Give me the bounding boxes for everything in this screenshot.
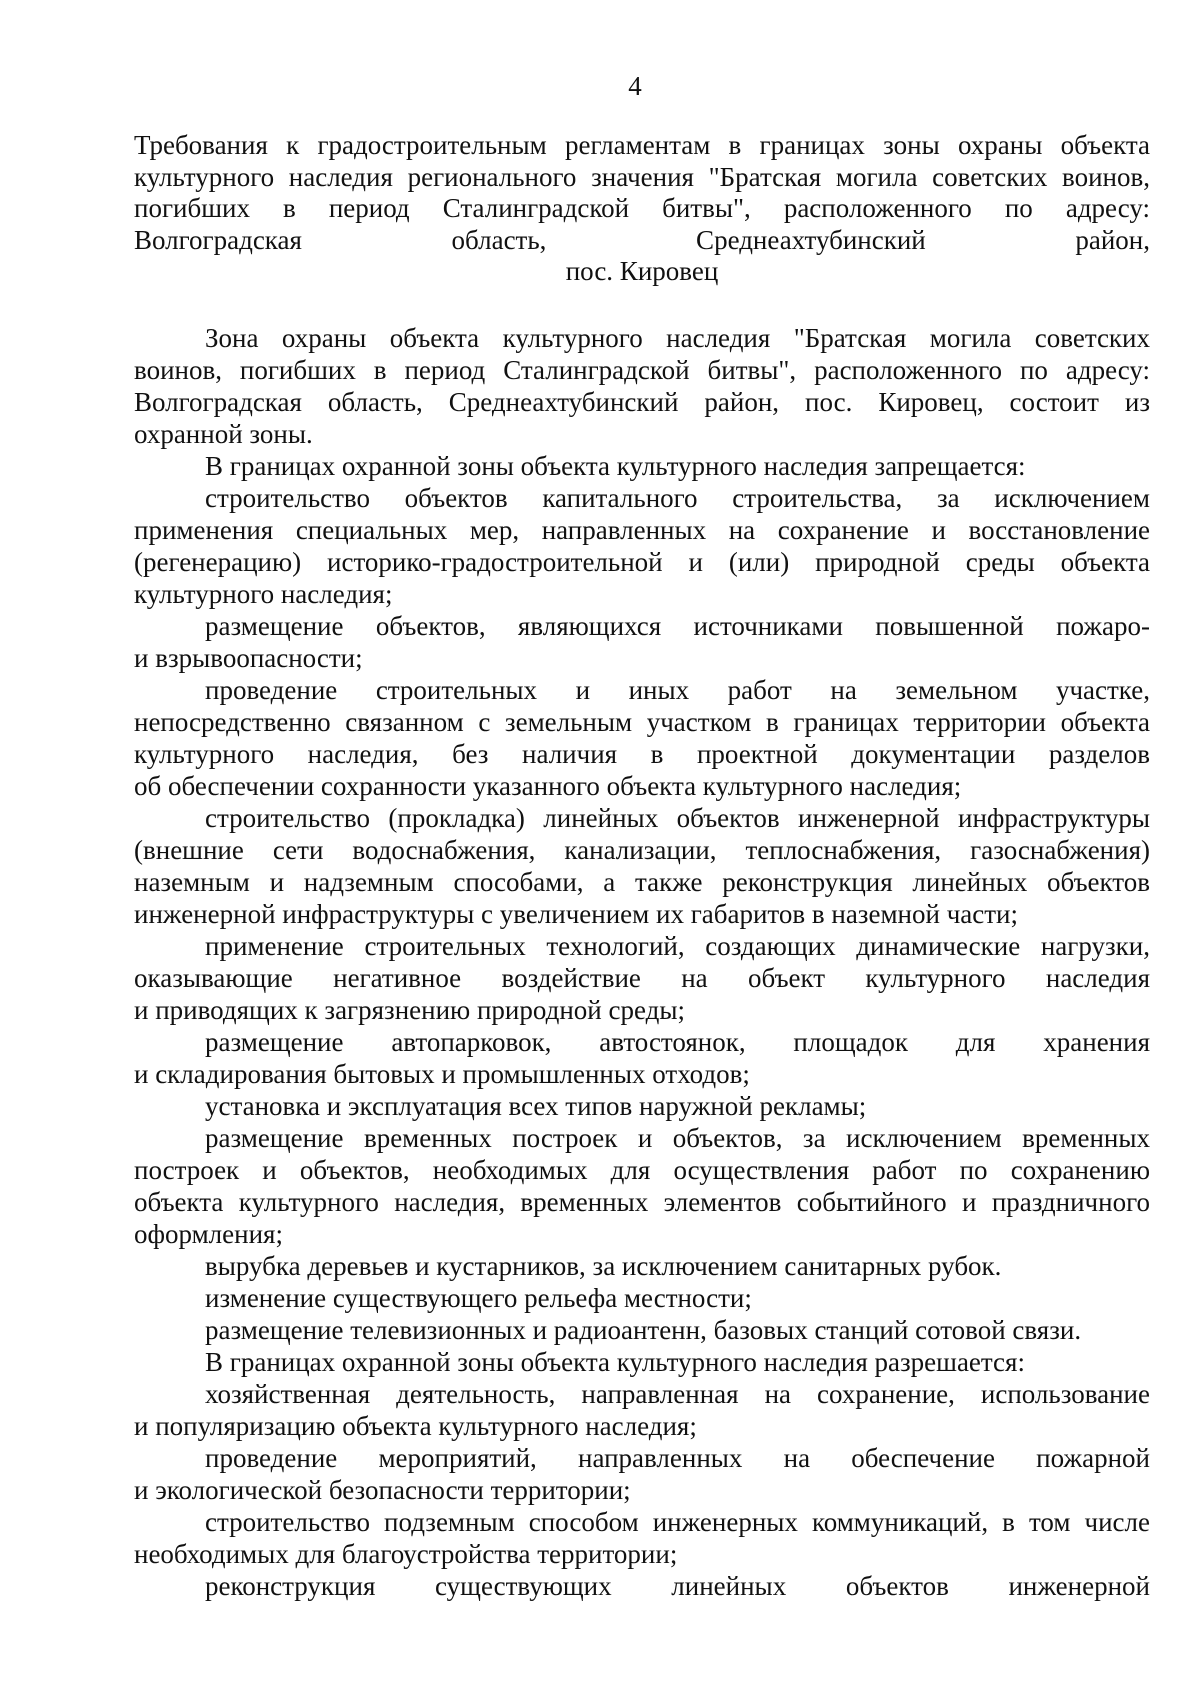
heading-line: Требования к градостроительным регламентам в границах зоны охраны объекта (134, 130, 1150, 160)
paragraph-line: культурного наследия, без наличия в проектной документации разделов (134, 739, 1150, 769)
paragraph-line: об обеспечении сохранности указанного объекта культурного наследия; (134, 771, 962, 801)
paragraph-line: построек и объектов, необходимых для осуществления работ по сохранению (134, 1155, 1150, 1185)
heading-line: пос. Кировец (565, 256, 719, 286)
paragraph (134, 1506, 1150, 1570)
paragraph-line: и экологической безопасности территории; (134, 1475, 631, 1505)
paragraph (134, 1570, 1150, 1602)
paragraph (134, 1122, 1150, 1250)
paragraph (134, 930, 1150, 1026)
paragraph (134, 1090, 1150, 1122)
paragraph-line: размещение временных построек и объектов, за исключением временных (205, 1123, 1150, 1153)
paragraph-line: Зона охраны объекта культурного наследия "Братская могила советских (205, 323, 1150, 353)
paragraph-line: (регенерацию) историко-градостроительной и (или) природной среды объекта (134, 547, 1150, 577)
paragraph-line: строительство подземным способом инженерных коммуникаций, в том числе (205, 1507, 1150, 1537)
heading-line: культурного наследия регионального значения "Братская могила советских воинов, (134, 161, 1150, 192)
heading-line: Волгоградская область, Среднеахтубинский район, (134, 224, 1150, 255)
paragraph-line: и приводящих к загрязнению природной среды; (134, 995, 685, 1025)
document-heading (134, 130, 1150, 288)
paragraph-line: реконструкция существующих линейных объектов инженерной (205, 1571, 1150, 1601)
paragraph-line: (внешние сети водоснабжения, канализации, теплоснабжения, газоснабжения) (134, 835, 1150, 865)
paragraph-line: проведение строительных и иных работ на земельном участке, (205, 675, 1150, 705)
paragraph-line: инженерной инфраструктуры с увеличением их габаритов в наземной части; (134, 899, 1018, 929)
paragraph-line: строительство объектов капитального строительства, за исключением (205, 483, 1150, 513)
paragraph (134, 674, 1150, 802)
paragraph-line: необходимых для благоустройства территории; (134, 1539, 678, 1569)
heading-line: погибших в период Сталинградской битвы", расположенного по адресу: (134, 193, 1150, 223)
paragraph-line: оформления; (134, 1219, 283, 1249)
paragraph-line: размещение телевизионных и радиоантенн, базовых станций сотовой связи. (205, 1315, 1082, 1345)
paragraph-line: охранной зоны. (134, 419, 313, 449)
paragraph-line: размещение автопарковок, автостоянок, площадок для хранения (205, 1027, 1150, 1057)
paragraph (134, 1378, 1150, 1442)
paragraph-line: объекта культурного наследия, временных элементов событийного и праздничного (134, 1187, 1150, 1217)
paragraph-line: и складирования бытовых и промышленных отходов; (134, 1059, 750, 1089)
paragraph (134, 1314, 1150, 1346)
paragraph-line: воинов, погибших в период Сталинградской битвы", расположенного по адресу: (134, 355, 1150, 385)
paragraph-line: В границах охранной зоны объекта культурного наследия разрешается: (205, 1347, 1025, 1377)
paragraph (134, 1250, 1150, 1282)
paragraph-line: применения специальных мер, направленных на сохранение и восстановление (134, 515, 1150, 545)
paragraph-line: изменение существующего рельефа местности; (205, 1283, 752, 1313)
paragraph-line: применение строительных технологий, создающих динамические нагрузки, (205, 931, 1150, 961)
paragraph-line: размещение объектов, являющихся источниками повышенной пожаро- (205, 611, 1150, 641)
paragraph (134, 1442, 1150, 1506)
paragraph-line: непосредственно связанном с земельным участком в границах территории объекта (134, 707, 1150, 737)
paragraph-line: и взрывоопасности; (134, 643, 363, 673)
paragraph-line: культурного наследия; (134, 579, 393, 609)
paragraph-line: наземным и надземным способами, а также реконструкция линейных объектов (134, 867, 1150, 897)
paragraph-line: оказывающие негативное воздействие на объект культурного наследия (134, 963, 1150, 993)
paragraph-line: В границах охранной зоны объекта культурного наследия запрещается: (205, 451, 1026, 481)
paragraph (134, 450, 1150, 482)
paragraph (134, 610, 1150, 674)
paragraph-line: и популяризацию объекта культурного наследия; (134, 1411, 697, 1441)
paragraph (134, 322, 1150, 450)
paragraph (134, 1026, 1150, 1090)
page-number: 4 (628, 71, 642, 101)
paragraph (134, 1282, 1150, 1314)
paragraph-line: Волгоградская область, Среднеахтубинский район, пос. Кировец, состоит из (134, 387, 1150, 417)
paragraph-line: проведение мероприятий, направленных на обеспечение пожарной (205, 1443, 1150, 1473)
paragraph-line: установка и эксплуатация всех типов наружной рекламы; (205, 1091, 867, 1121)
paragraph (134, 802, 1150, 930)
paragraph (134, 1346, 1150, 1378)
paragraph-line: вырубка деревьев и кустарников, за исключением санитарных рубок. (205, 1251, 1002, 1281)
paragraph (134, 482, 1150, 610)
paragraph-line: строительство (прокладка) линейных объектов инженерной инфраструктуры (205, 803, 1150, 833)
paragraph-line: хозяйственная деятельность, направленная на сохранение, использование (205, 1379, 1150, 1409)
document-body (134, 322, 1150, 1602)
